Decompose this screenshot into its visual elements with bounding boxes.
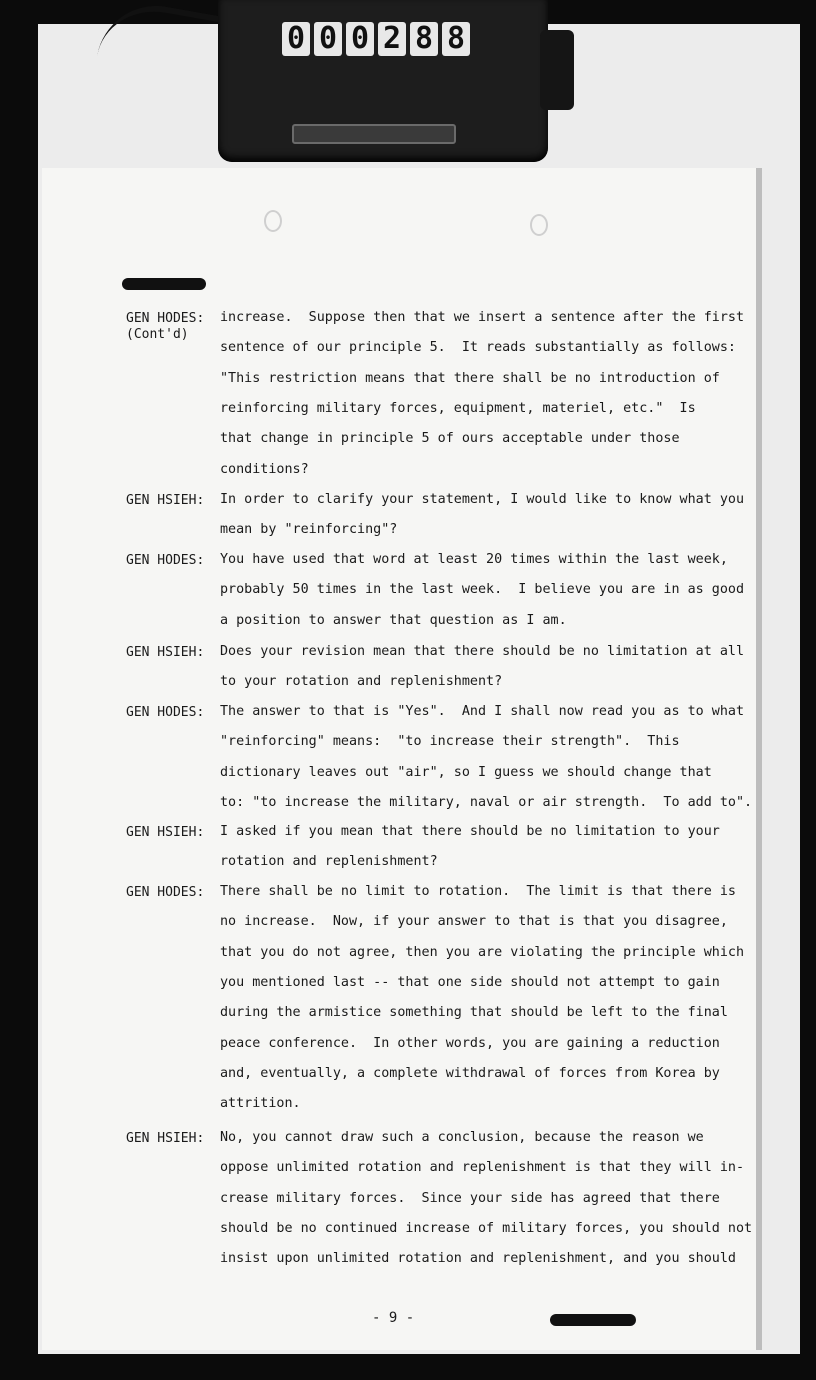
speech-line: you mentioned last -- that one side should not attempt to gain	[220, 975, 720, 990]
counter-digit: 0	[314, 22, 342, 56]
document-page	[42, 168, 756, 1350]
speech-line: crease military forces. Since your side has agreed that there	[220, 1191, 720, 1206]
speech-line: during the armistice something that should be left to the final	[220, 1005, 728, 1020]
speech-line: mean by "reinforcing"?	[220, 522, 398, 537]
speaker-continued-note: (Cont'd)	[126, 327, 189, 342]
counter-digit: 8	[442, 22, 470, 56]
speaker-label: GEN HSIEH:	[126, 1131, 205, 1146]
speaker-label: GEN HODES:	[126, 705, 205, 720]
speech-line: conditions?	[220, 462, 309, 477]
speech-line: and, eventually, a complete withdrawal of forces from Korea by	[220, 1066, 720, 1081]
speech-line: that change in principle 5 of ours acceptable under those	[220, 431, 680, 446]
page-number: - 9 -	[372, 1310, 415, 1326]
frame-counter-digits	[282, 22, 470, 58]
speech-line: to: "to increase the military, naval or air strength. To add to".	[220, 795, 753, 810]
speaker-label: GEN HODES:	[126, 311, 205, 326]
counter-digit: 0	[282, 22, 310, 56]
speaker-label: GEN HODES:	[126, 885, 205, 900]
speech-line: You have used that word at least 20 times within the last week,	[220, 552, 728, 567]
punch-hole	[530, 214, 548, 236]
speech-line: "reinforcing" means: "to increase their strength". This	[220, 734, 680, 749]
counter-digit: 0	[346, 22, 374, 56]
speech-line: oppose unlimited rotation and replenishment is that they will in-	[220, 1160, 745, 1175]
counter-digit: 8	[410, 22, 438, 56]
speech-line: In order to clarify your statement, I would like to know what you	[220, 492, 745, 507]
footer-redaction	[550, 1314, 636, 1326]
classification-redaction	[122, 278, 206, 290]
speech-line: I asked if you mean that there should be no limitation to your	[220, 824, 720, 839]
speech-line: No, you cannot draw such a conclusion, because the reason we	[220, 1130, 704, 1145]
page-edge	[756, 168, 762, 1350]
counter-digit: 2	[378, 22, 406, 56]
speech-line: rotation and replenishment?	[220, 854, 438, 869]
speech-line: peace conference. In other words, you are gaining a reduction	[220, 1036, 720, 1051]
speaker-label: GEN HSIEH:	[126, 493, 205, 508]
speech-line: a position to answer that question as I am.	[220, 613, 567, 628]
speech-line: The answer to that is "Yes". And I shall now read you as to what	[220, 704, 745, 719]
speech-line: probably 50 times in the last week. I believe you are in as good	[220, 582, 745, 597]
counter-slot	[292, 124, 456, 144]
speech-line: to your rotation and replenishment?	[220, 674, 503, 689]
speech-line: "This restriction means that there shall be no introduction of	[220, 371, 720, 386]
speaker-label: GEN HSIEH:	[126, 645, 205, 660]
speech-line: There shall be no limit to rotation. The limit is that there is	[220, 884, 736, 899]
speaker-label: GEN HSIEH:	[126, 825, 205, 840]
speech-line: Does your revision mean that there should be no limitation at all	[220, 644, 745, 659]
speech-line: should be no continued increase of military forces, you should not	[220, 1221, 753, 1236]
speech-line: that you do not agree, then you are violating the principle which	[220, 945, 745, 960]
speech-line: increase. Suppose then that we insert a sentence after the first	[220, 310, 745, 325]
speech-line: attrition.	[220, 1096, 301, 1111]
punch-hole	[264, 210, 282, 232]
speech-line: no increase. Now, if your answer to that is that you disagree,	[220, 914, 728, 929]
speech-line: dictionary leaves out "air", so I guess we should change that	[220, 765, 712, 780]
counter-knob	[540, 30, 574, 110]
speech-line: sentence of our principle 5. It reads substantially as follows:	[220, 340, 736, 355]
speaker-label: GEN HODES:	[126, 553, 205, 568]
speech-line: insist upon unlimited rotation and replenishment, and you should	[220, 1251, 736, 1266]
speech-line: reinforcing military forces, equipment, materiel, etc." Is	[220, 401, 696, 416]
